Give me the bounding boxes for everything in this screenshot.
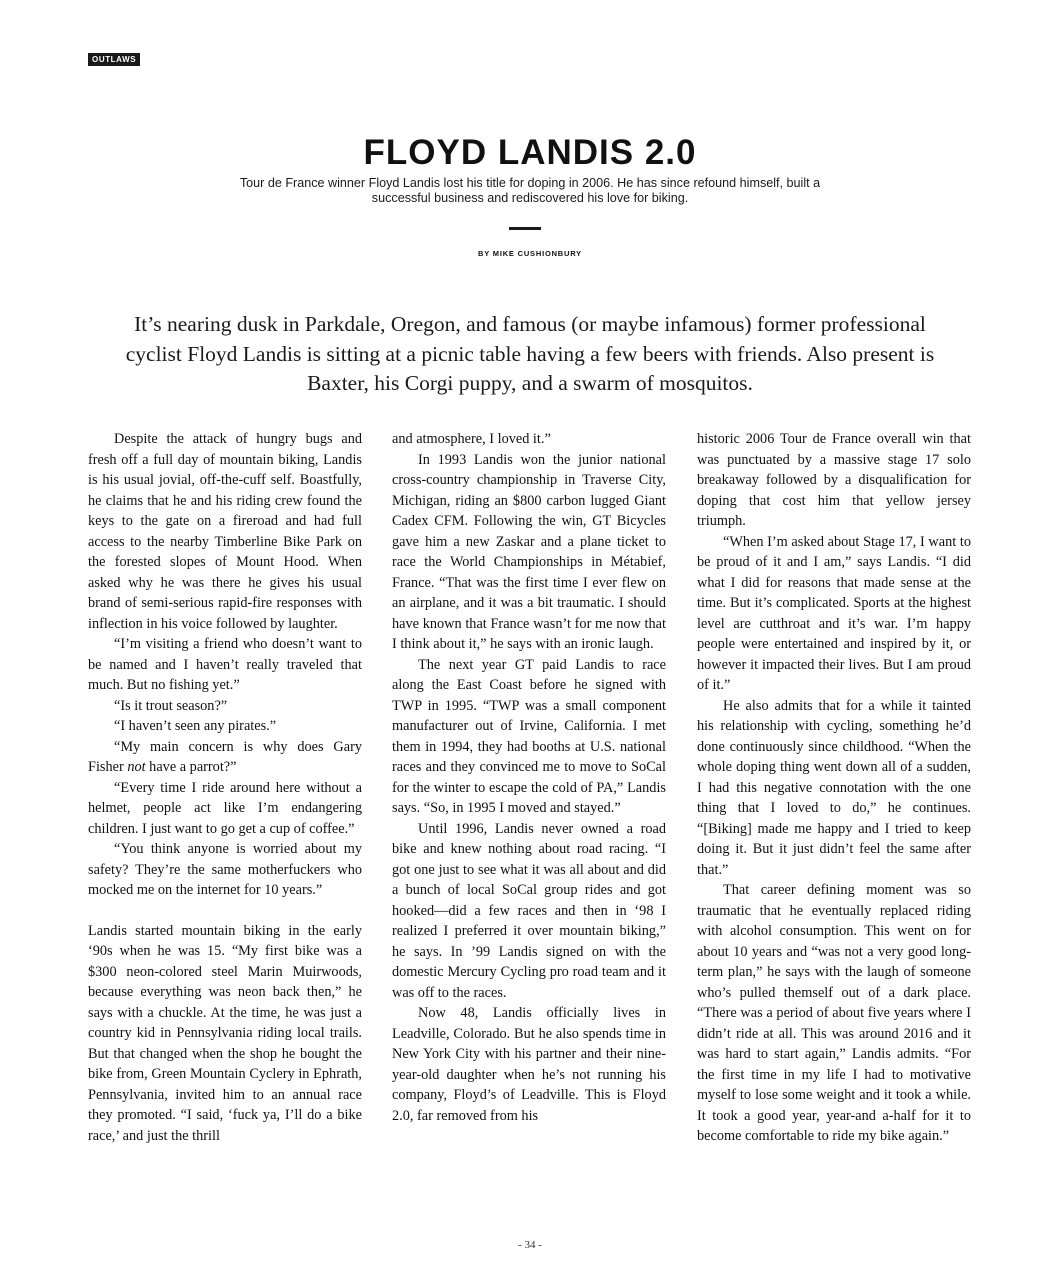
- quote-text: “My main concern is why does Gary Fisher: [88, 738, 362, 775]
- article-column-1: [88, 429, 362, 1146]
- body-paragraph: historic 2006 Tour de France overall win that was punctuated by a massive stage 17 solo breakaway followed by a disqualification for doping that cost him that yellow jersey triumph.: [697, 431, 971, 529]
- body-paragraph: “Is it trout season?”: [114, 697, 228, 714]
- body-paragraph: “You think anyone is worried about my safety? They’re the same motherfuckers who mocked me on the internet for 10 years.”: [88, 841, 362, 898]
- section-tag: OUTLAWS: [88, 53, 140, 66]
- title-divider: [509, 227, 541, 230]
- article-dek: Tour de France winner Floyd Landis lost his title for doping in 2006. He has since refound himself, built a successful business and rediscovered his love for biking.: [239, 176, 821, 205]
- body-paragraph: “Every time I ride around here without a helmet, people act like I’m endangering children. I just want to go get a cup of coffee.”: [88, 779, 362, 837]
- body-paragraph: “I’m visiting a friend who doesn’t want to be named and I haven’t really traveled that much. But no fishing yet.”: [88, 636, 362, 693]
- page-number: - 34 -: [518, 1239, 542, 1251]
- article-title: FLOYD LANDIS 2.0: [363, 133, 697, 172]
- body-paragraph: “I haven’t seen any pirates.”: [114, 718, 277, 734]
- body-paragraph: Despite the attack of hungry bugs and fresh off a full day of mountain biking, Landis is his usual jovial, off-the-cuff self. Boastfully, he claims that he and his riding crew found the keys to the gate on a fireroad and had full access to the nearby Timberline Bike Park on the forested slopes of Mount Hood. When asked why he was there he gives his usual brand of semi-serious rapid-fire responses with inflection in his voice followed by laughter.: [88, 431, 362, 632]
- body-paragraph: In 1993 Landis won the junior national cross-country championship in Traverse City, Michigan, riding an $800 carbon lugged Giant Cadex CFM. Following the win, GT Bicycles gave him a new Zaskar and a plane ticket to race the World Championships in Métabief, France. “That was the first time I ever flew on an airplane, and it was a bit traumatic. I should have known that France wasn’t for me now that I think about it,” he says with an ironic laugh.: [392, 451, 666, 652]
- body-paragraph: That career defining moment was so traumatic that he eventually replaced riding with alcohol consumption. This went on for about 10 years and “was not a very good long-term plan,” he says with the laugh of someone who’s pulled themself out of a dark place. “There was a period of about five years where I didn’t ride at all. This was around 2016 and it was hard to start again,” Landis admits. “For the first time in my life I had to motivative myself to lose some weight and it took a while. It took a good year, year-and a-half for it to become comfortable to ride my bike again.”: [697, 882, 971, 1144]
- quote-emphasis: not: [127, 759, 146, 775]
- intro-paragraph: It’s nearing dusk in Parkdale, Oregon, and famous (or maybe infamous) former professional cyclist Floyd Landis is sitting at a picnic table having a few beers with friends. Also present is Baxter, his Corgi puppy, and a swarm of mosquitos.: [125, 312, 935, 395]
- body-paragraph: Now 48, Landis officially lives in Leadville, Colorado. But he also spends time in New York City with his partner and their nine-year-old daughter when he’s not running his company, Floyd’s of Leadville. This is Floyd 2.0, far removed from his: [392, 1005, 666, 1124]
- quote-text: have a parrot?”: [145, 759, 237, 775]
- body-paragraph: Until 1996, Landis never owned a road bike and knew nothing about road racing. “I got one just to see what it was all about and did a bunch of local SoCal group rides and got hooked—did a few races and then in ‘98 I realized I preferred it over mountain biking,” he says. In ’99 Landis signed on with the domestic Mercury Cycling pro road team and it was off to the races.: [392, 820, 666, 1001]
- article-column-2: [392, 429, 666, 1126]
- byline: BY MIKE CUSHIONBURY: [478, 249, 582, 258]
- body-paragraph: and atmosphere, I loved it.”: [392, 431, 551, 447]
- body-paragraph-parrot: [88, 737, 362, 778]
- body-paragraph: The next year GT paid Landis to race along the East Coast before he signed with TWP in 1995. “TWP was a small component manufacturer out of Irvine, California. I met them in 1994, they had booths at U.S. national races and they convinced me to move to SoCal for the winter to escape the cold of PA,” Landis says. “So, in 1995 I moved and stayed.”: [392, 656, 666, 816]
- article-column-3: [697, 429, 971, 1147]
- body-paragraph: He also admits that for a while it tainted his relationship with cycling, something he’d done continuously since childhood. “When the whole doping thing went down all of a sudden, I had this negative connotation with the one thing that I loved to do,” he continues. “[Biking] made me happy and I tried to keep doing it. But it just didn’t feel the same after that.”: [697, 697, 971, 878]
- body-paragraph: “When I’m asked about Stage 17, I want to be proud of it and I am,” says Landis. “I did what I did for reasons that made sense at the time. But it’s complicated. Sports at the highest level are cutthroat and it’s war. I’m happy people were entertained and inspired by it, or however it impacted their lives. But I am proud of it.”: [697, 533, 971, 693]
- body-paragraph: Landis started mountain biking in the early ‘90s when he was 15. “My first bike was a $300 neon-colored steel Marin Muirwoods, because everything was neon back then,” he says with a chuckle. At the time, he was just a country kid in Pennsylvania riding local trails. But that changed when the shop he bought the bike from, Green Mountain Cyclery in Ephrath, Pennsylvania, invited him to an annual race they promoted. “I said, ‘fuck ya, I’ll do a bike race,’ and just the thrill: [88, 922, 362, 1144]
